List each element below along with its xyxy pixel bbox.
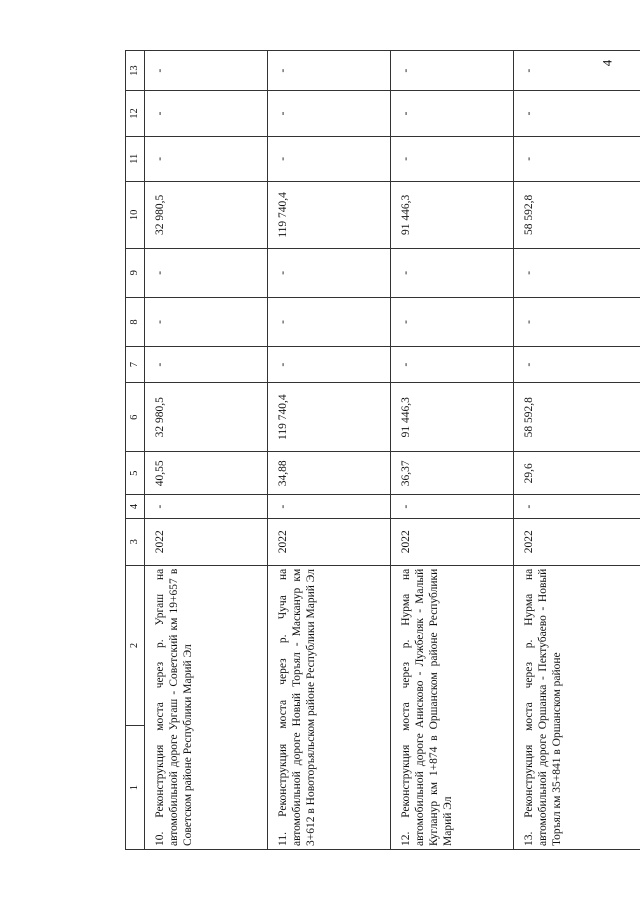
length-cell: 34,88	[268, 452, 391, 495]
col7-cell: -	[391, 347, 514, 383]
page-number: 4	[599, 59, 615, 67]
col12-cell: -	[268, 91, 391, 136]
column-number-2: 2	[126, 565, 145, 725]
column-number-9: 9	[126, 248, 145, 297]
col9-cell: -	[514, 248, 640, 297]
table-row	[514, 51, 640, 850]
col8-cell: -	[145, 297, 268, 346]
col12-cell: -	[391, 91, 514, 136]
col4-cell: -	[268, 495, 391, 519]
col8-cell: -	[268, 297, 391, 346]
col4-cell: -	[514, 495, 640, 519]
col13-cell: -	[145, 51, 268, 91]
total-cost-cell: 32 980,5	[145, 383, 268, 452]
col4-cell: -	[145, 495, 268, 519]
project-description: 10. Реконструкция моста через р. Ургаш на автомобильной дороге Ургаш - Советский км 19+657 в Советском районе Республики Марий Эл	[145, 565, 268, 849]
year-cell: 2022	[514, 518, 640, 565]
year-cell: 2022	[391, 518, 514, 565]
table-row	[145, 51, 268, 850]
column-number-6: 6	[126, 383, 145, 452]
col7-cell: -	[268, 347, 391, 383]
column-number-13: 13	[126, 51, 145, 91]
col10-cost-cell: 91 446,3	[391, 182, 514, 249]
col13-cell: -	[268, 51, 391, 91]
project-description: 13. Реконструкция моста через р. Нурма на автомобильной дороге Оршанка - Пектубаево - Новый Торъял км 35+841 в Оршанском районе	[514, 565, 640, 849]
projects-table	[125, 50, 640, 850]
col9-cell: -	[391, 248, 514, 297]
project-description: 12. Реконструкция моста через р. Нурма на автомобильной дороге Анисково - Лужбеляк - Малый Кугланур км 1+874 в Оршанском районе Республики Марий Эл	[391, 565, 514, 849]
column-number-8: 8	[126, 297, 145, 346]
col10-cost-cell: 32 980,5	[145, 182, 268, 249]
column-number-11: 11	[126, 136, 145, 181]
col9-cell: -	[268, 248, 391, 297]
table-row	[268, 51, 391, 850]
col12-cell: -	[514, 91, 640, 136]
column-number-12: 12	[126, 91, 145, 136]
year-cell: 2022	[145, 518, 268, 565]
column-number-header	[126, 51, 145, 850]
column-number-4: 4	[126, 495, 145, 519]
column-number-3: 3	[126, 518, 145, 565]
year-cell: 2022	[268, 518, 391, 565]
col10-cost-cell: 119 740,4	[268, 182, 391, 249]
col8-cell: -	[391, 297, 514, 346]
total-cost-cell: 91 446,3	[391, 383, 514, 452]
col8-cell: -	[514, 297, 640, 346]
table-row	[391, 51, 514, 850]
column-number-5: 5	[126, 452, 145, 495]
length-cell: 36,37	[391, 452, 514, 495]
col11-cell: -	[145, 136, 268, 181]
project-description: 11. Реконструкция моста через р. Чуча на автомобильной дороге Новый Торъял - Маскануp км 3+612 в Новоторъяльском районе Республики Марий Эл	[268, 565, 391, 849]
col11-cell: -	[268, 136, 391, 181]
col11-cell: -	[391, 136, 514, 181]
column-number-7: 7	[126, 347, 145, 383]
col7-cell: -	[145, 347, 268, 383]
col9-cell: -	[145, 248, 268, 297]
col7-cell: -	[514, 347, 640, 383]
col13-cell: -	[514, 51, 640, 91]
column-number-10: 10	[126, 182, 145, 249]
rotated-table-container	[125, 50, 605, 850]
col10-cost-cell: 58 592,8	[514, 182, 640, 249]
total-cost-cell: 119 740,4	[268, 383, 391, 452]
length-cell: 40,55	[145, 452, 268, 495]
column-number-1: 1	[126, 726, 145, 850]
length-cell: 29,6	[514, 452, 640, 495]
total-cost-cell: 58 592,8	[514, 383, 640, 452]
col12-cell: -	[145, 91, 268, 136]
col13-cell: -	[391, 51, 514, 91]
col11-cell: -	[514, 136, 640, 181]
col4-cell: -	[391, 495, 514, 519]
